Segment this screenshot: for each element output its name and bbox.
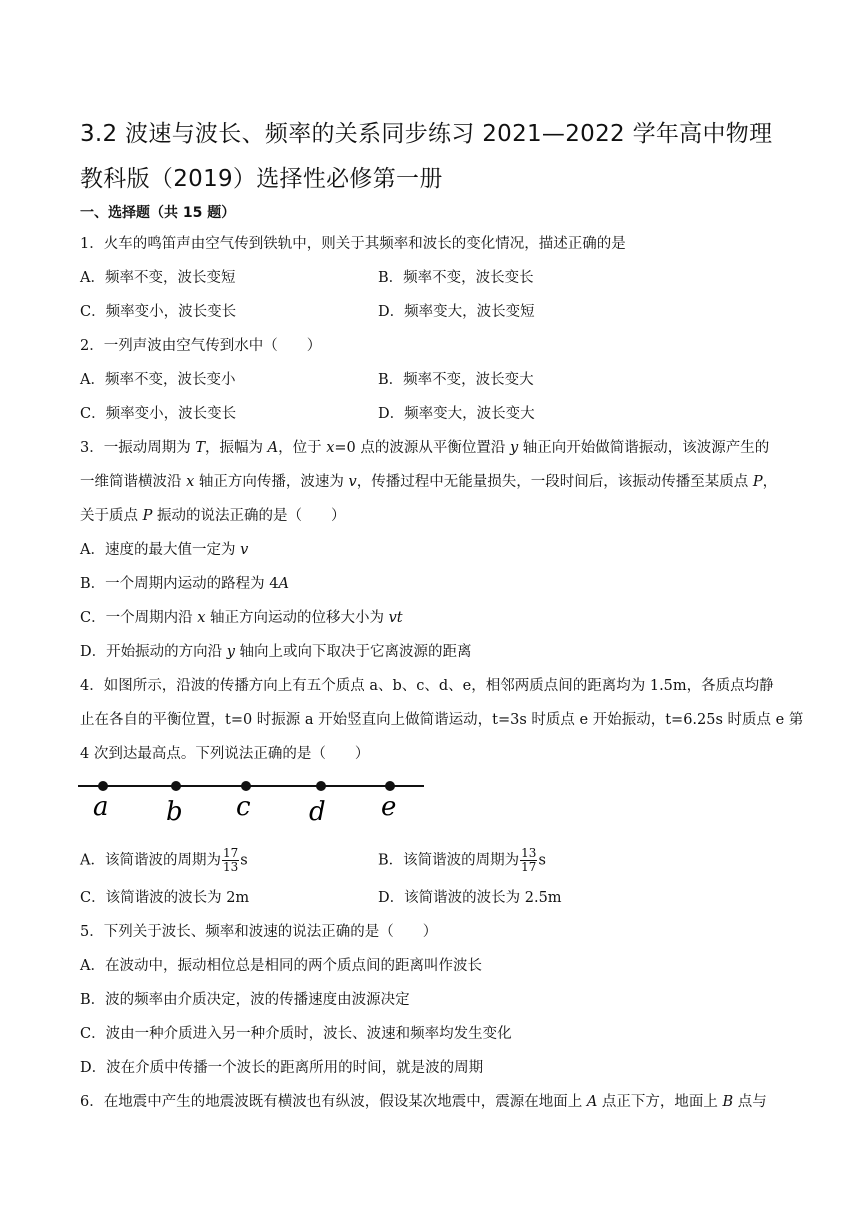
question-3-stem-line-3: 关于质点 P 振动的说法正确的是（ ）: [80, 508, 346, 524]
point-d-dot: [316, 781, 326, 791]
point-c-label: c: [236, 792, 251, 822]
question-4-option-d: D．该简谐波的波长为 2.5m: [378, 890, 562, 906]
point-a-dot: [98, 781, 108, 791]
question-3-stem-line-1: 3．一振动周期为 T，振幅为 A，位于 x=0 点的波源从平衡位置沿 y 轴正向开始做简谐振动，该波源产生的: [80, 440, 770, 456]
question-2-option-d: D．频率变大，波长变大: [378, 406, 535, 422]
question-3-option-d: D．开始振动的方向沿 y 轴向上或向下取决于它离波源的距离: [80, 644, 472, 660]
point-e-label: e: [381, 792, 397, 822]
question-1-option-c: C．频率变小，波长变长: [80, 304, 237, 320]
question-6-stem: 6．在地震中产生的地震波既有横波也有纵波，假设某次地震中，震源在地面上 A 点正下方，地面上 B 点与: [80, 1094, 767, 1110]
fraction: $\frac{17}{13}$: [222, 846, 239, 874]
particle-line-diagram: [78, 772, 428, 832]
question-5-stem: 5．下列关于波长、频率和波速的说法正确的是（ ）: [80, 924, 438, 940]
question-1-option-b: B．频率不变，波长变长: [378, 270, 534, 286]
question-3-option-c: C．一个周期内沿 x 轴正方向运动的位移大小为 vt: [80, 610, 403, 626]
point-a-label: a: [93, 792, 109, 822]
question-3-option-b: B．一个周期内运动的路程为 4A: [80, 576, 289, 592]
point-b-label: b: [166, 797, 183, 827]
fraction: $\frac{13}{17}$: [521, 846, 537, 874]
question-3-stem-line-2: 一维简谐横波沿 x 轴正方向传播，波速为 v，传播过程中无能量损失，一段时间后，该振动传播至某质点 P，: [80, 474, 778, 490]
question-2-stem: 2．一列声波由空气传到水中（ ）: [80, 338, 322, 354]
question-1-stem: 1．火车的鸣笛声由空气传到铁轨中，则关于其频率和波长的变化情况，描述正确的是: [80, 236, 626, 252]
question-5-option-b: B．波的频率由介质决定，波的传播速度由波源决定: [80, 992, 410, 1008]
question-5-option-a: A．在波动中，振动相位总是相同的两个质点间的距离叫作波长: [80, 958, 482, 974]
question-1-option-a: A．频率不变，波长变短: [80, 270, 236, 286]
question-4-stem-line-3: 4 次到达最高点。下列说法正确的是（ ）: [80, 746, 370, 762]
document-title: 3.2 波速与波长、频率的关系同步练习 2021—2022 学年高中物理教科版（2019）选择性必修第一册: [80, 121, 773, 192]
point-e-dot: [385, 781, 395, 791]
question-4-option-a: A．该简谐波的周期为 $\frac{17}{13}$ s: [80, 846, 248, 874]
question-4-option-c: C．该简谐波的波长为 2m: [80, 890, 250, 906]
point-c-dot: [241, 781, 251, 791]
question-2-option-a: A．频率不变，波长变小: [80, 372, 236, 388]
point-b-dot: [171, 781, 181, 791]
question-2-option-b: B．频率不变，波长变大: [378, 372, 534, 388]
question-4-option-b: B．该简谐波的周期为 $\frac{13}{17}$ s: [378, 846, 546, 874]
question-5-option-c: C．波由一种介质进入另一种介质时，波长、波速和频率均发生变化: [80, 1026, 512, 1042]
point-d-label: d: [309, 797, 326, 827]
question-5-option-d: D．波在介质中传播一个波长的距离所用的时间，就是波的周期: [80, 1060, 484, 1076]
question-1-option-d: D．频率变大，波长变短: [378, 304, 535, 320]
question-4-stem-line-2: 止在各自的平衡位置，t=0 时振源 a 开始竖直向上做简谐运动，t=3s 时质点 e 开始振动，t=6.25s 时质点 e 第: [80, 712, 804, 728]
question-2-option-c: C．频率变小，波长变长: [80, 406, 237, 422]
question-4-stem-line-1: 4．如图所示，沿波的传播方向上有五个质点 a、b、c、d、e，相邻两质点间的距离均为 1.5m，各质点均静: [80, 678, 774, 694]
question-3-option-a: A．速度的最大值一定为 v: [80, 542, 249, 558]
section-heading: 一、选择题（共 15 题）: [80, 205, 236, 221]
